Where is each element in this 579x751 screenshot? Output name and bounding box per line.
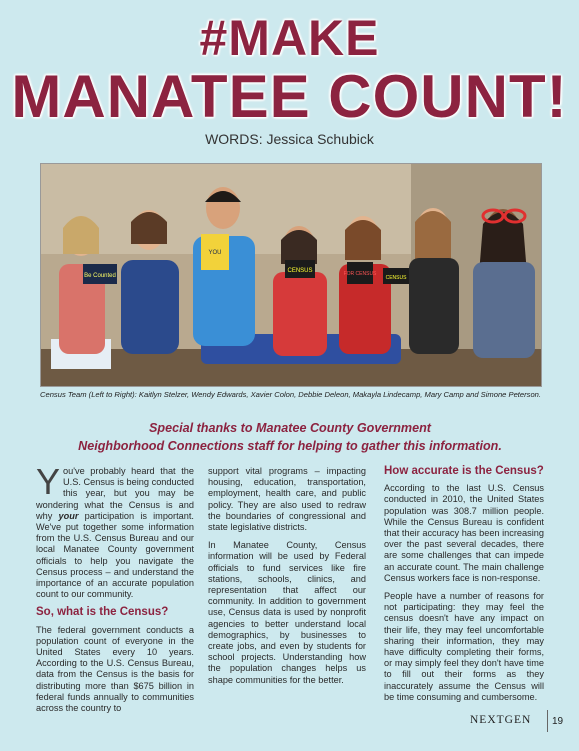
team-photo bbox=[40, 163, 542, 387]
sign-label-4: FOR CENSUS bbox=[343, 271, 377, 277]
article-column-1 bbox=[36, 461, 194, 721]
thanks-line-2: Neighborhood Connections staff for helping to gather this information. bbox=[78, 439, 502, 453]
team-photo-illustration bbox=[41, 164, 541, 386]
footer-divider bbox=[547, 710, 548, 732]
sign-label-2: YOU bbox=[208, 250, 222, 256]
paragraph-accuracy: According to the last U.S. Census conducted in 2010, the United States population was 308.7 million people. While the Census Bureau is confident that their accuracy has been increasing over the past several decades, there are some challenges that can impede an accurate count. The main challenge Census workers face is non-response. bbox=[384, 483, 544, 583]
intro-text-b: participation is important. We've put together some information from the U.S. Census Bureau and our local Manatee County government officials to help you navigate the Census process – and understand the importance of an accurate population count to our community. bbox=[36, 510, 194, 600]
paragraph-support-programs: support vital programs – impacting housing, education, transportation, employment, health care, and public policy. They are also used to redraw the boundaries of congressional and state legislative districts. bbox=[208, 466, 366, 533]
thanks-line-1: Special thanks to Manatee County Government bbox=[148, 421, 432, 435]
paragraph-manatee-county: In Manatee County, Census information will be used by Federal officials to fund services like fire stations, schools, clinics, and representation that affect our community. In addition to government use, Census data is used by nonprofit agencies to better understand local demographics, by businesses to create jobs, and even by students for school projects. Understanding how the population changes helps us shape communities for the better. bbox=[208, 540, 366, 685]
heading-how-accurate: How accurate is the Census? bbox=[384, 465, 544, 477]
headline-line-1: #MAKE bbox=[199, 10, 380, 66]
article-column-2 bbox=[208, 466, 366, 693]
sign-label-3: CENSUS bbox=[287, 268, 313, 274]
heading-what-is-census: So, what is the Census? bbox=[36, 606, 169, 619]
sign-label-5: CENSUS bbox=[385, 275, 407, 281]
paragraph-reasons: People have a number of reasons for not participating: they may feel the census doesn't have any impact on their life, they may feel uncomfortable sharing their information, they may have difficulty completing their forms, or may simply feel they don't have time to fill out their forms as they inaccurately assume the Census will be time consuming and cumbersome. bbox=[384, 591, 544, 702]
intro-text-a: ou've probably heard that the U.S. Census is being conducted this year, but you may be wondering what the Census is and why bbox=[36, 466, 194, 521]
drop-cap: Y bbox=[36, 461, 61, 502]
byline: WORDS: Jessica Schubick bbox=[205, 131, 374, 147]
headline-line-2: MANATEE COUNT! bbox=[11, 63, 568, 130]
footer-brand: NEXTGEN bbox=[470, 714, 532, 726]
page-number: 19 bbox=[552, 716, 564, 727]
photo-caption: Census Team (Left to Right): Kaitlyn Stelzer, Wendy Edwards, Xavier Colon, Debbie Deleon, Makayla Lindecamp, Mary Camp and Simone Peterson. bbox=[40, 390, 542, 399]
paragraph-what-is-census: The federal government conducts a population count of everyone in the United States every 10 years. According to the U.S. Census Bureau, data from the Census is the basis for distributing more than $675 billion in federal funds annually to communities across the country to bbox=[36, 624, 194, 714]
intro-emphasis: your bbox=[58, 510, 79, 521]
article-column-3 bbox=[384, 466, 544, 710]
thanks-note bbox=[30, 419, 550, 455]
intro-paragraph bbox=[36, 461, 194, 600]
sign-label-1: Be Counted bbox=[84, 273, 116, 279]
